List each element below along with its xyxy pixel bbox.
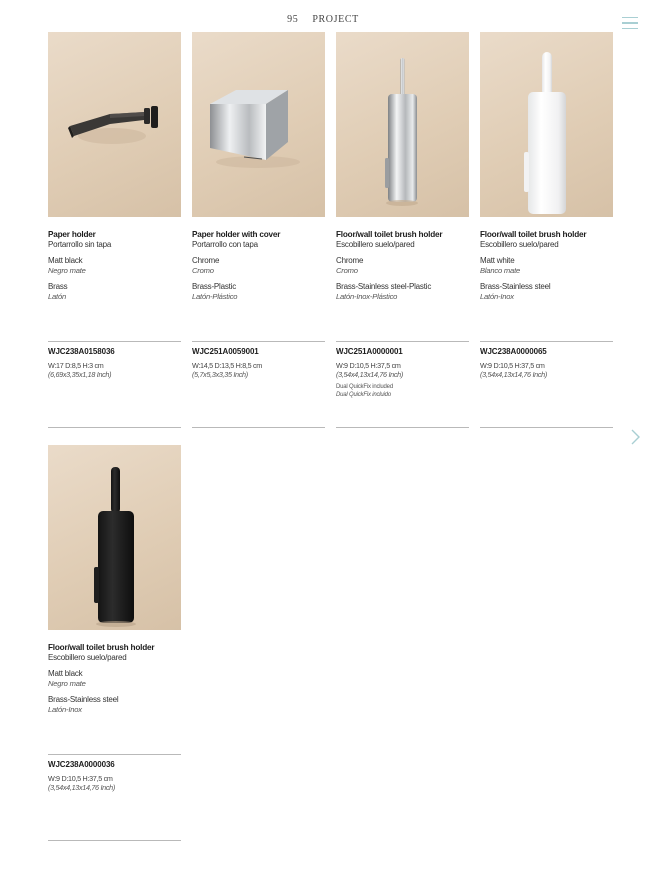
material-label: Brass [48, 281, 68, 291]
dimensions [192, 361, 262, 379]
material-label-es: Latón-Inox-Plástico [336, 291, 398, 301]
toilet-brush-holder-black-image [48, 445, 181, 630]
quickfix-note-es: Dual QuickFix incluido [336, 392, 391, 398]
product-name-es: Portarrollo sin tapa [48, 240, 112, 249]
finish-label-es: Negro mate [48, 679, 86, 688]
product-photo [192, 32, 325, 217]
product-code: WJC238A0000036 [48, 760, 115, 769]
product-photo [336, 32, 469, 217]
divider [192, 427, 325, 428]
quickfix-note-en: Dual QuickFix included [336, 384, 393, 390]
material-label: Brass-Stainless steel-Plastic [336, 281, 432, 291]
page-title: PROJECT [312, 14, 359, 25]
dimensions-inch: (3,54x4,13x14,76 Inch) [48, 783, 115, 792]
dimensions-inch: (6,69x3,35x1,18 Inch) [48, 370, 112, 379]
material-label-es: Latón-Plástico [192, 291, 238, 301]
finish-label-es: Negro mate [48, 266, 86, 275]
product-code: WJC238A0158036 [48, 347, 115, 356]
dimensions-inch: (5,7x5,3x3,35 Inch) [192, 370, 248, 379]
page-number: 95 [287, 14, 299, 25]
dimensions-cm: W:9 D:10,5 H:37,5 cm [480, 361, 545, 370]
product-code: WJC238A0000065 [480, 347, 547, 356]
material-label-es: Latón [48, 291, 67, 301]
hamburger-menu-icon[interactable] [622, 17, 638, 31]
finish-label-es: Cromo [336, 266, 358, 275]
divider [192, 341, 325, 342]
material-label: Brass-Plastic [192, 281, 237, 291]
product-photo [48, 445, 181, 630]
divider [480, 341, 613, 342]
toilet-brush-holder-chrome-image [336, 32, 469, 217]
divider [336, 427, 469, 428]
product-card [48, 32, 181, 301]
finish-label: Matt black [48, 256, 83, 265]
dimensions-cm: W:14,5 D:13,5 H:8,5 cm [192, 361, 262, 370]
material-label-es: Latón-Inox [480, 291, 514, 301]
divider [336, 341, 469, 342]
page-header [0, 14, 646, 25]
product-name-es: Portarrollo con tapa [192, 240, 258, 249]
dimensions-cm: W:9 D:10,5 H:37,5 cm [48, 774, 113, 783]
product-card [336, 32, 469, 301]
product-name: Floor/wall toilet brush holder [480, 230, 587, 239]
divider [48, 754, 181, 755]
finish-label: Chrome [336, 256, 364, 265]
product-card [48, 445, 181, 714]
dimensions-cm: W:17 D:8,5 H:3 cm [48, 361, 104, 370]
divider [480, 427, 613, 428]
paper-holder-cover-image [192, 32, 325, 217]
paper-holder-image [48, 32, 181, 217]
product-name-es: Escobillero suelo/pared [480, 240, 559, 249]
product-name-es: Escobillero suelo/pared [336, 240, 415, 249]
divider [48, 840, 181, 841]
product-card [192, 32, 325, 301]
dimensions [48, 774, 115, 792]
dimensions [48, 361, 111, 379]
product-name: Floor/wall toilet brush holder [48, 643, 155, 652]
product-card [480, 32, 613, 301]
finish-label-es: Cromo [192, 266, 214, 275]
product-name-es: Escobillero suelo/pared [48, 653, 127, 662]
material-label: Brass-Stainless steel [480, 281, 551, 291]
product-name: Floor/wall toilet brush holder [336, 230, 443, 239]
product-code: WJC251A0059001 [192, 347, 259, 356]
finish-label: Matt black [48, 669, 83, 678]
quickfix-note [336, 383, 403, 399]
toilet-brush-holder-white-image [480, 32, 613, 217]
dimensions-inch: (3,54x4,13x14,76 Inch) [336, 370, 403, 379]
material-label: Brass-Stainless steel [48, 694, 119, 704]
dimensions [336, 361, 403, 399]
product-photo [48, 32, 181, 217]
product-name: Paper holder with cover [192, 230, 281, 239]
dimensions [480, 361, 547, 379]
finish-label: Chrome [192, 256, 220, 265]
finish-label: Matt white [480, 256, 515, 265]
chevron-right-icon[interactable] [628, 428, 642, 446]
material-label-es: Latón-Inox [48, 704, 82, 714]
finish-label-es: Blanco mate [480, 266, 521, 275]
product-code: WJC251A0000001 [336, 347, 403, 356]
product-name: Paper holder [48, 230, 96, 239]
dimensions-cm: W:9 D:10,5 H:37,5 cm [336, 361, 401, 370]
product-photo [480, 32, 613, 217]
dimensions-inch: (3,54x4,13x14,76 Inch) [480, 370, 547, 379]
divider [48, 341, 181, 342]
divider [48, 427, 181, 428]
